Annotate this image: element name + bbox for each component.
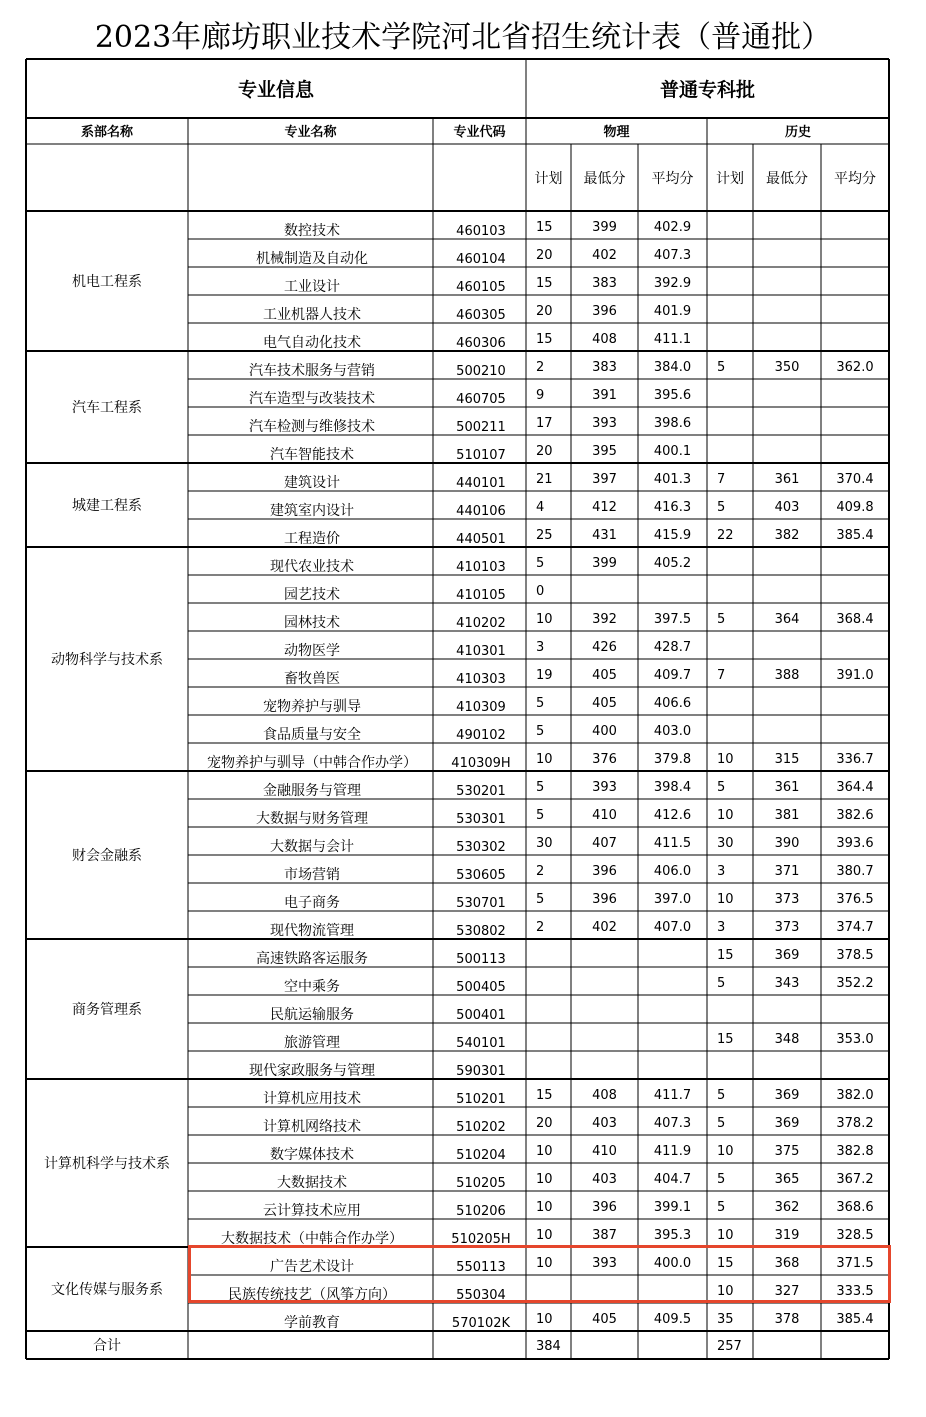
major-name: 宠物养护与驯导 (263, 699, 361, 715)
major-code: 460306 (456, 336, 506, 351)
cell-value: 10 (536, 1200, 553, 1215)
cell-value: 15 (717, 948, 734, 963)
cell-value: 369 (774, 1088, 800, 1103)
cell-value: 408 (592, 332, 617, 347)
dept-name: 商务管理系 (72, 1002, 142, 1018)
cell-value: 407 (592, 836, 617, 851)
cell-value: 5 (536, 892, 545, 907)
cell-value: 10 (717, 1144, 734, 1159)
cell-value: 353.0 (836, 1032, 874, 1047)
cell-value: 411.7 (653, 1088, 692, 1103)
cell-value: 15 (536, 220, 553, 235)
major-name: 园艺技术 (284, 587, 340, 603)
major-name: 机械制造及自动化 (256, 251, 368, 267)
header-physics: 物理 (603, 125, 630, 140)
cell-value: 406.6 (653, 696, 692, 711)
cell-value: 5 (717, 500, 726, 515)
major-code: 550304 (456, 1288, 506, 1303)
cell-value: 396 (592, 1200, 617, 1215)
page-title: 2023年廊坊职业技术学院河北省招生统计表（普通批） (94, 20, 832, 55)
cell-value: 22 (717, 528, 734, 543)
cell-value: 383 (592, 360, 617, 375)
cell-value: 20 (536, 304, 553, 319)
cell-value: 411.9 (653, 1144, 692, 1159)
major-code: 500113 (456, 952, 506, 967)
major-name: 大数据与会计 (270, 839, 354, 855)
major-name: 计算机应用技术 (263, 1091, 361, 1107)
cell-value: 397.0 (653, 892, 692, 907)
cell-value: 10 (717, 1228, 734, 1243)
cell-value: 393 (592, 1256, 617, 1271)
major-name: 大数据与财务管理 (256, 811, 368, 827)
cell-value: 409.7 (653, 668, 692, 683)
major-code: 510206 (456, 1204, 506, 1219)
cell-value: 364 (774, 612, 800, 627)
cell-value: 5 (536, 724, 545, 739)
cell-value: 10 (536, 612, 553, 627)
cell-value: 21 (536, 472, 553, 487)
cell-value: 17 (536, 416, 553, 431)
cell-value: 409.5 (653, 1312, 692, 1327)
major-name: 电气自动化技术 (263, 335, 361, 351)
cell-value: 396 (592, 892, 617, 907)
cell-value: 395.3 (653, 1228, 692, 1243)
cell-value: 400 (592, 724, 617, 739)
cell-value: 362 (774, 1200, 800, 1215)
cell-value: 392 (592, 612, 617, 627)
cell-value: 402.9 (653, 220, 692, 235)
cell-value: 30 (536, 836, 553, 851)
cell-value: 391.0 (836, 668, 874, 683)
major-code: 510204 (456, 1148, 506, 1163)
cell-value: 7 (717, 472, 726, 487)
cell-value: 428.7 (653, 640, 692, 655)
cell-value: 35 (717, 1312, 734, 1327)
header-history: 历史 (784, 125, 812, 140)
major-code: 410309 (456, 700, 506, 715)
cell-value: 327 (774, 1284, 800, 1299)
cell-value: 5 (536, 808, 545, 823)
cell-value: 431 (592, 528, 617, 543)
cell-value: 392.9 (653, 276, 692, 291)
major-name: 工业机器人技术 (263, 307, 361, 323)
cell-value: 374.7 (836, 920, 874, 935)
cell-value: 25 (536, 528, 553, 543)
cell-value: 5 (717, 360, 726, 375)
major-code: 570102K (451, 1316, 511, 1331)
dept-name: 机电工程系 (72, 274, 142, 290)
cell-value: 10 (717, 752, 734, 767)
cell-value: 361 (774, 780, 800, 795)
cell-value: 2 (536, 920, 545, 935)
cell-value: 352.2 (836, 976, 874, 991)
cell-value: 30 (717, 836, 734, 851)
dept-name: 汽车工程系 (72, 400, 142, 416)
subheader-history-3: 计划 (716, 171, 744, 187)
major-code: 510205H (451, 1232, 511, 1247)
cell-value: 398.4 (653, 780, 692, 795)
cell-value: 333.5 (836, 1284, 874, 1299)
cell-value: 400.0 (653, 1256, 692, 1271)
total-history-plan: 257 (717, 1339, 742, 1354)
major-code: 510201 (456, 1092, 506, 1107)
cell-value: 10 (536, 752, 553, 767)
cell-value: 2 (536, 360, 545, 375)
cell-value: 3 (717, 864, 726, 879)
cell-value: 403.0 (653, 724, 692, 739)
major-code: 540101 (456, 1036, 506, 1051)
cell-value: 7 (717, 668, 726, 683)
major-name: 畜牧兽医 (284, 671, 340, 687)
major-name: 空中乘务 (284, 979, 340, 995)
cell-value: 426 (592, 640, 617, 655)
cell-value: 0 (536, 584, 545, 599)
subheader-history-5: 平均分 (834, 171, 876, 187)
cell-value: 408 (592, 1088, 617, 1103)
cell-value: 5 (536, 696, 545, 711)
cell-value: 382.6 (836, 808, 874, 823)
cell-value: 5 (717, 612, 726, 627)
major-code: 500401 (456, 1008, 506, 1023)
cell-value: 368.6 (836, 1200, 874, 1215)
cell-value: 405 (592, 668, 617, 683)
cell-value: 401.9 (653, 304, 692, 319)
major-code: 530802 (456, 924, 506, 939)
cell-value: 406.0 (653, 864, 692, 879)
cell-value: 364.4 (836, 780, 874, 795)
cell-value: 373 (774, 920, 800, 935)
major-code: 410103 (456, 560, 506, 575)
cell-value: 10 (536, 1256, 553, 1271)
cell-value: 407.3 (653, 1116, 692, 1131)
cell-value: 395.6 (653, 388, 692, 403)
dept-name: 财会金融系 (72, 848, 142, 864)
cell-value: 365 (774, 1172, 800, 1187)
cell-value: 395 (592, 444, 617, 459)
major-code: 410202 (456, 616, 506, 631)
cell-value: 404.7 (653, 1172, 692, 1187)
header-batch: 普通专科批 (659, 79, 756, 101)
cell-value: 390 (774, 836, 800, 851)
subheader-physics-2: 平均分 (651, 171, 694, 187)
cell-value: 403 (774, 500, 800, 515)
major-code: 410303 (456, 672, 506, 687)
header-dept: 系部名称 (80, 125, 134, 140)
cell-value: 5 (717, 1200, 726, 1215)
major-code: 510202 (456, 1120, 506, 1135)
cell-value: 383 (592, 276, 617, 291)
major-name: 数控技术 (284, 223, 340, 239)
cell-value: 362.0 (836, 360, 874, 375)
cell-value: 405.2 (653, 556, 692, 571)
major-code: 500210 (456, 364, 506, 379)
major-name: 高速铁路客运服务 (256, 951, 368, 967)
major-name: 旅游管理 (284, 1035, 340, 1051)
major-name: 电子商务 (284, 895, 340, 911)
cell-value: 315 (774, 752, 800, 767)
cell-value: 10 (536, 1144, 553, 1159)
major-name: 园林技术 (284, 615, 340, 631)
cell-value: 393 (592, 780, 617, 795)
cell-value: 381 (774, 808, 800, 823)
major-code: 530201 (456, 784, 506, 799)
cell-value: 10 (717, 1284, 734, 1299)
major-name: 建筑设计 (284, 475, 340, 491)
major-name: 建筑室内设计 (270, 503, 354, 519)
cell-value: 369 (774, 1116, 800, 1131)
cell-value: 382.8 (836, 1144, 874, 1159)
cell-value: 399.1 (653, 1200, 692, 1215)
major-code: 460104 (456, 252, 506, 267)
major-code: 530605 (456, 868, 506, 883)
cell-value: 387 (592, 1228, 617, 1243)
cell-value: 385.4 (836, 1312, 874, 1327)
cell-value: 375 (774, 1144, 800, 1159)
cell-value: 367.2 (836, 1172, 874, 1187)
cell-value: 397.5 (653, 612, 692, 627)
major-name: 工业设计 (284, 279, 340, 295)
cell-value: 382 (774, 528, 800, 543)
header-major-info: 专业信息 (237, 79, 315, 101)
cell-value: 373 (774, 892, 800, 907)
cell-value: 350 (774, 360, 800, 375)
major-name: 广告艺术设计 (270, 1259, 354, 1275)
cell-value: 3 (536, 640, 545, 655)
cell-value: 397 (592, 472, 617, 487)
cell-value: 400.1 (653, 444, 692, 459)
dept-name: 动物科学与技术系 (51, 652, 163, 668)
cell-value: 9 (536, 388, 545, 403)
subheader-history-4: 最低分 (766, 171, 808, 187)
cell-value: 2 (536, 864, 545, 879)
cell-value: 403 (592, 1116, 617, 1131)
major-code: 440501 (456, 532, 506, 547)
major-name: 动物医学 (284, 643, 340, 659)
major-code: 510205 (456, 1176, 506, 1191)
cell-value: 393 (592, 416, 617, 431)
cell-value: 370.4 (836, 472, 874, 487)
cell-value: 319 (774, 1228, 800, 1243)
cell-value: 343 (774, 976, 800, 991)
major-name: 民族传统技艺（风筝方向） (228, 1287, 396, 1303)
cell-value: 393.6 (836, 836, 874, 851)
cell-value: 379.8 (653, 752, 692, 767)
cell-value: 15 (536, 1088, 553, 1103)
cell-value: 399 (592, 220, 617, 235)
major-name: 云计算技术应用 (263, 1203, 361, 1219)
cell-value: 15 (536, 276, 553, 291)
cell-value: 328.5 (836, 1228, 874, 1243)
major-name: 大数据技术 (277, 1175, 347, 1191)
cell-value: 368.4 (836, 612, 874, 627)
cell-value: 348 (774, 1032, 800, 1047)
major-name: 计算机网络技术 (263, 1119, 361, 1135)
cell-value: 399 (592, 556, 617, 571)
major-code: 440106 (456, 504, 506, 519)
cell-value: 10 (536, 1312, 553, 1327)
major-code: 460105 (456, 280, 506, 295)
cell-value: 5 (717, 976, 726, 991)
major-name: 现代物流管理 (270, 923, 354, 939)
major-code: 500405 (456, 980, 506, 995)
major-name: 食品质量与安全 (263, 727, 361, 743)
cell-value: 416.3 (653, 500, 692, 515)
cell-value: 382.0 (836, 1088, 874, 1103)
major-code: 590301 (456, 1064, 506, 1079)
total-label: 合计 (93, 1338, 121, 1354)
cell-value: 10 (717, 892, 734, 907)
cell-value: 15 (717, 1256, 734, 1271)
cell-value: 15 (536, 332, 553, 347)
subheader-physics-1: 最低分 (583, 171, 626, 187)
cell-value: 402 (592, 248, 617, 263)
cell-value: 5 (717, 1172, 726, 1187)
cell-value: 407.3 (653, 248, 692, 263)
cell-value: 20 (536, 1116, 553, 1131)
dept-name: 城建工程系 (72, 498, 142, 514)
major-name: 市场营销 (284, 867, 340, 883)
major-name: 现代农业技术 (270, 559, 354, 575)
cell-value: 396 (592, 864, 617, 879)
major-name: 汽车技术服务与营销 (249, 363, 375, 379)
cell-value: 405 (592, 1312, 617, 1327)
major-name: 汽车造型与改装技术 (249, 391, 375, 407)
header-code: 专业代码 (453, 125, 506, 140)
major-name: 汽车智能技术 (270, 447, 354, 463)
major-name: 汽车检测与维修技术 (249, 419, 375, 435)
major-code: 550113 (456, 1260, 506, 1275)
cell-value: 5 (717, 1088, 726, 1103)
cell-value: 391 (592, 388, 617, 403)
major-code: 440101 (456, 476, 506, 491)
cell-value: 4 (536, 500, 545, 515)
major-name: 大数据技术（中韩合作办学） (221, 1231, 403, 1247)
cell-value: 19 (536, 668, 553, 683)
major-name: 宠物养护与驯导（中韩合作办学） (207, 755, 417, 771)
major-code: 410301 (456, 644, 506, 659)
major-code: 490102 (456, 728, 506, 743)
cell-value: 378.2 (836, 1116, 874, 1131)
cell-value: 385.4 (836, 528, 874, 543)
cell-value: 411.1 (653, 332, 692, 347)
major-code: 410105 (456, 588, 506, 603)
cell-value: 5 (536, 556, 545, 571)
major-code: 460705 (456, 392, 506, 407)
total-physics-plan: 384 (536, 1339, 561, 1354)
cell-value: 388 (774, 668, 800, 683)
major-code: 460305 (456, 308, 506, 323)
major-name: 民航运输服务 (270, 1007, 354, 1023)
cell-value: 411.5 (653, 836, 692, 851)
cell-value: 15 (717, 1032, 734, 1047)
cell-value: 5 (717, 780, 726, 795)
major-name: 学前教育 (284, 1315, 340, 1331)
cell-value: 384.0 (653, 360, 692, 375)
cell-value: 405 (592, 696, 617, 711)
cell-value: 412.6 (653, 808, 692, 823)
cell-value: 410 (592, 808, 617, 823)
subheader-physics-0: 计划 (534, 171, 563, 187)
dept-name: 计算机科学与技术系 (44, 1156, 170, 1172)
cell-value: 10 (536, 1172, 553, 1187)
cell-value: 3 (717, 920, 726, 935)
cell-value: 378.5 (836, 948, 874, 963)
major-code: 500211 (456, 420, 506, 435)
dept-name: 文化传媒与服务系 (51, 1282, 163, 1298)
major-code: 530302 (456, 840, 506, 855)
cell-value: 402 (592, 920, 617, 935)
cell-value: 398.6 (653, 416, 692, 431)
cell-value: 380.7 (836, 864, 874, 879)
cell-value: 412 (592, 500, 617, 515)
cell-value: 376.5 (836, 892, 874, 907)
cell-value: 20 (536, 248, 553, 263)
header-major: 专业名称 (284, 125, 337, 140)
cell-value: 376 (592, 752, 617, 767)
major-code: 530701 (456, 896, 506, 911)
cell-value: 20 (536, 444, 553, 459)
cell-value: 10 (717, 808, 734, 823)
major-name: 工程造价 (284, 531, 340, 547)
major-code: 530301 (456, 812, 506, 827)
major-name: 金融服务与管理 (263, 783, 361, 799)
major-code: 410309H (451, 756, 511, 771)
cell-value: 403 (592, 1172, 617, 1187)
major-code: 460103 (456, 224, 506, 239)
major-code: 510107 (456, 448, 506, 463)
cell-value: 5 (536, 780, 545, 795)
major-name: 现代家政服务与管理 (249, 1063, 375, 1079)
major-name: 数字媒体技术 (270, 1147, 354, 1163)
cell-value: 10 (536, 1228, 553, 1243)
cell-value: 371.5 (836, 1256, 874, 1271)
cell-value: 368 (774, 1256, 800, 1271)
cell-value: 369 (774, 948, 800, 963)
cell-value: 407.0 (653, 920, 692, 935)
cell-value: 415.9 (653, 528, 692, 543)
cell-value: 410 (592, 1144, 617, 1159)
cell-value: 401.3 (653, 472, 692, 487)
cell-value: 361 (774, 472, 800, 487)
cell-value: 378 (774, 1312, 800, 1327)
cell-value: 409.8 (836, 500, 874, 515)
cell-value: 396 (592, 304, 617, 319)
cell-value: 5 (717, 1116, 726, 1131)
cell-value: 336.7 (836, 752, 874, 767)
cell-value: 371 (774, 864, 800, 879)
